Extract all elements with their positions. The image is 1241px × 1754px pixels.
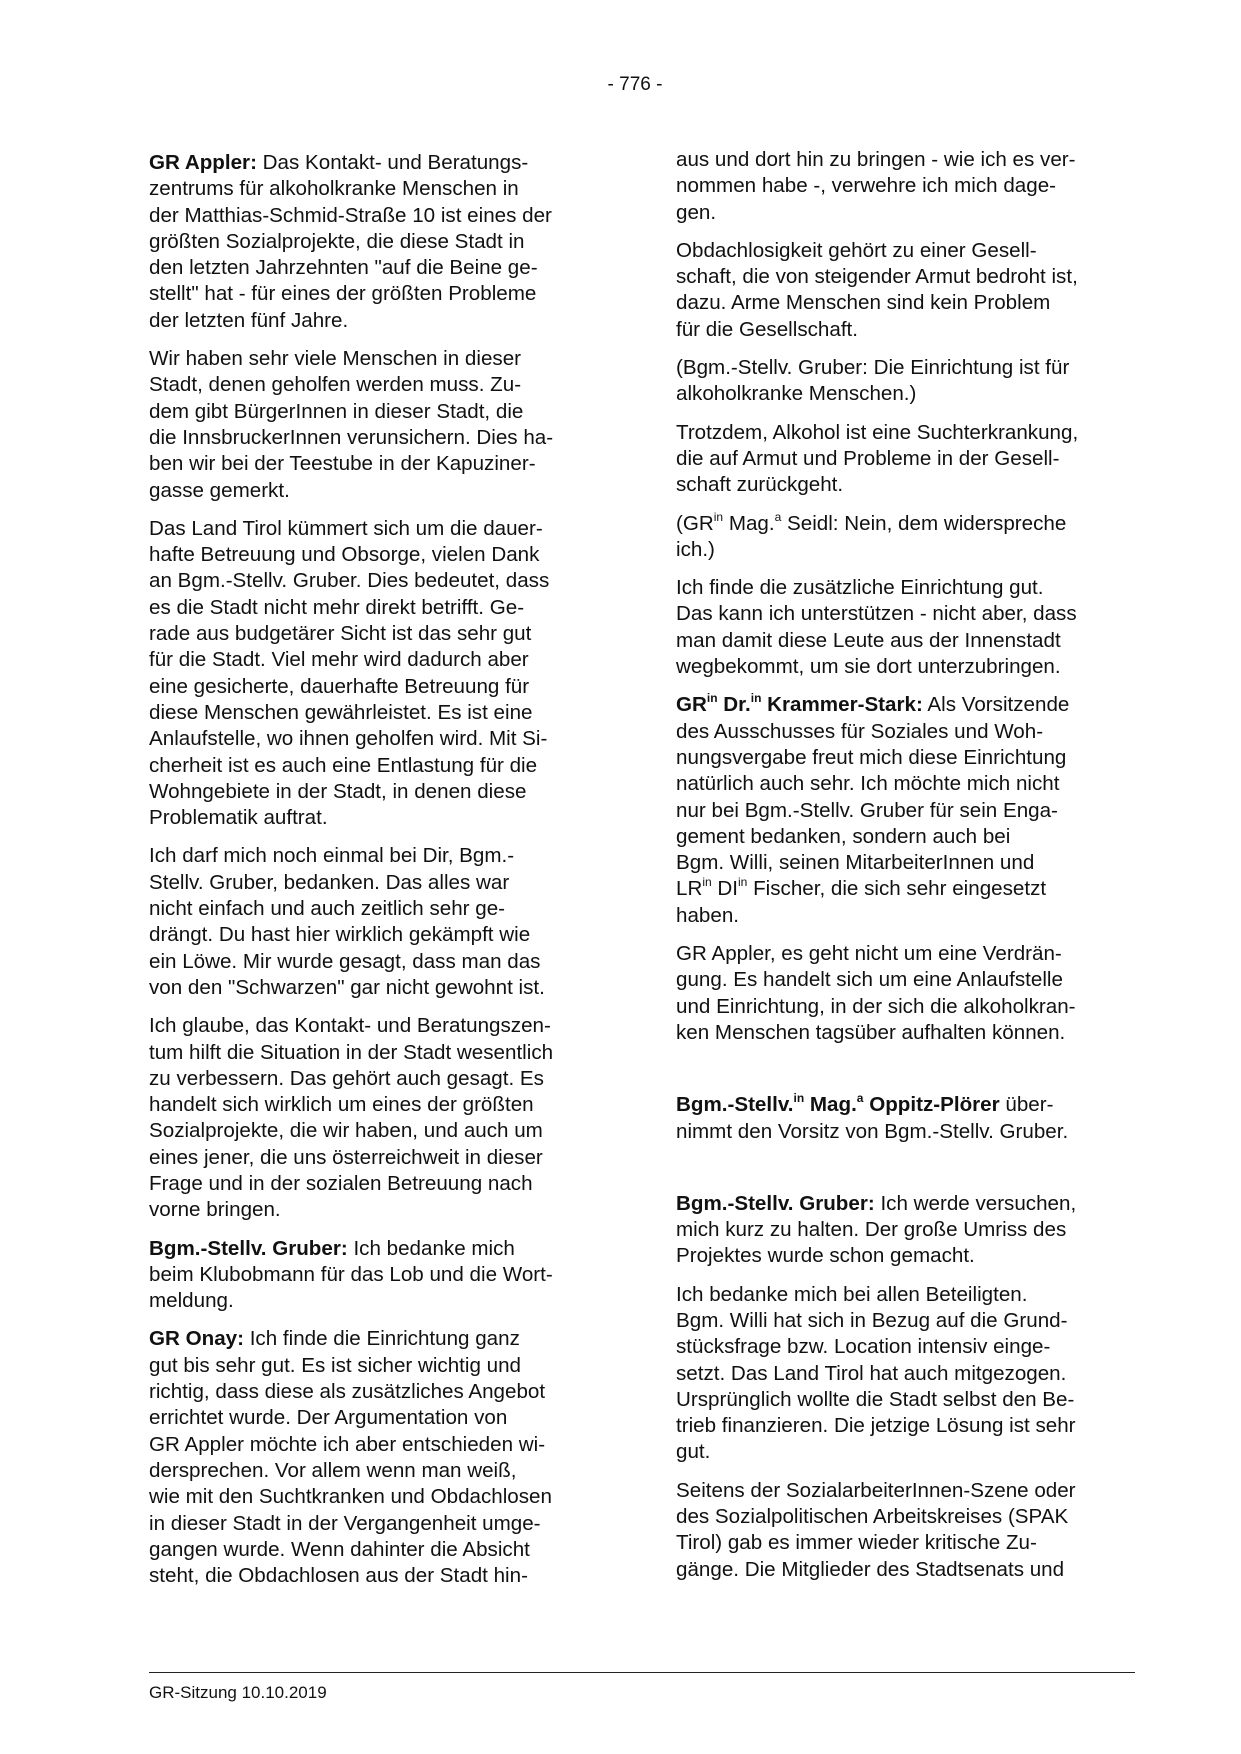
chair-change-note: Bgm.-Stellv.$^{in}$ Mag.$^a$ Oppitz-Plörer über- nimmt den Vorsitz von Bgm.-Stellv. Gruber.	[676, 1091, 1069, 1143]
paragraph-onay: GR Onay: Ich finde die Einrichtung ganz gut bis sehr gut. Es ist sicher wichtig und richtig, dass diese als zusätzliches Angebot errichtet wurde. Der Argumentation von GR Appler möchte ich aber entschieden wi- dersprechen. Vor allem wenn man weiß, wie mit den Suchtkranken und Obdachlosen in dieser Stadt in der Vergangenheit umge- gangen wurde. Wenn dahinter die Absicht steht, die Obdachlosen aus der Stadt hin-	[149, 1327, 552, 1588]
speaker-name: Bgm.-Stellv.$^{in}$ Mag.$^a$ Oppitz-Plörer	[676, 1091, 1000, 1117]
footer-session-label: GR-Sitzung 10.10.2019	[149, 1683, 327, 1702]
paragraph: Ich glaube, das Kontakt- und Beratungszen- tum hilft die Situation in der Stadt wesentlich zu verbessern. Das gehört auch gesagt. Es handelt sich wirklich um eines der größten Sozialprojekte, die wir haben, und auch um eines jener, die uns österreichweit in dieser Frage und in der sozialen Betreuung nach vorne bringen.	[149, 1014, 554, 1222]
paragraph: Seitens der SozialarbeiterInnen-Szene oder des Sozialpolitischen Arbeitskreises (SPAK Tirol) gab es immer wieder kritische Zu- gänge. Die Mitglieder des Stadtsenats und	[676, 1478, 1076, 1581]
speaker-name: Bgm.-Stellv. Gruber:	[676, 1191, 875, 1215]
left-column	[149, 150, 611, 1601]
interjection: (Bgm.-Stellv. Gruber: Die Einrichtung ist für alkoholkranke Menschen.)	[676, 356, 1070, 406]
page-number: - 776 -	[607, 74, 663, 95]
paragraph: Ich darf mich noch einmal bei Dir, Bgm.- Stellv. Gruber, bedanken. Das alles war nicht einfach und auch zeitlich sehr ge- drängt. Du hast hier wirklich gekämpft wie ein Löwe. Mir wurde gesagt, dass man das von den "Schwarzen" gar nicht gewohnt ist.	[149, 844, 545, 999]
paragraph: Obdachlosigkeit gehört zu einer Gesell- schaft, die von steigender Armut bedroht ist, dazu. Arme Menschen sind kein Problem für die Gesellschaft.	[676, 238, 1078, 341]
spacer	[676, 1058, 1136, 1092]
footer-divider	[149, 1672, 1135, 1673]
paragraph-krammer-stark: $GR^{in}$ Dr.$^{in}$ Krammer-Stark: Als Vorsitzende des Ausschusses für Soziales und Woh- nungsvergabe freut mich diese Einrichtung natürlich auch sehr. Ich möchte mich nicht nur bei Bgm.-Stellv. Gruber für sein Enga- gement bedanken, sondern auch bei Bgm. Willi, seinen MitarbeiterInnen und $LR^{in}$ $DI^{in}$ Fischer, die sich sehr eingesetzt haben.	[676, 691, 1070, 927]
paragraph: Wir haben sehr viele Menschen in dieser Stadt, denen geholfen werden muss. Zu- dem gibt BürgerInnen in dieser Stadt, die die InnsbruckerInnen verunsichern. Dies ha- ben wir bei der Teestube in der Kapuziner- gasse gemerkt.	[149, 347, 554, 502]
speaker-name: GR Onay:	[149, 1327, 244, 1351]
paragraph-gruber: Bgm.-Stellv. Gruber: Ich bedanke mich beim Klubobmann für das Lob und die Wort- meldung.	[149, 1236, 553, 1313]
spacer	[676, 1157, 1136, 1191]
paragraph: Trotzdem, Alkohol ist eine Suchterkrankung, die auf Armut und Probleme in der Gesell- schaft zurückgeht.	[676, 420, 1079, 497]
speaker-name: GR Appler:	[149, 151, 257, 174]
speaker-name: $GR^{in}$ Dr.$^{in}$ Krammer-Stark:	[676, 691, 923, 717]
paragraph: GR Appler, es geht nicht um eine Verdrän- gung. Es handelt sich um eine Anlaufstelle und Einrichtung, in der sich die alkoholkran- ken Menschen tagsüber aufhalten können.	[676, 942, 1076, 1044]
right-column	[676, 147, 1136, 1595]
speaker-name: Bgm.-Stellv. Gruber:	[149, 1236, 348, 1260]
paragraph: aus und dort hin zu bringen - wie ich es ver- nommen habe -, verwehre ich mich dage- gen.	[676, 148, 1076, 224]
paragraph: Ich finde die zusätzliche Einrichtung gut. Das kann ich unterstützen - nicht aber, dass man damit diese Leute aus der Innenstadt wegbekommt, um sie dort unterzubringen.	[676, 576, 1077, 679]
interjection: ($GR^{in}$ Mag.$^a$ Seidl: Nein, dem widerspreche ich.)	[676, 509, 1067, 561]
paragraph-gruber: Bgm.-Stellv. Gruber: Ich werde versuchen, mich kurz zu halten. Der große Umriss des Projektes wurde schon gemacht.	[676, 1191, 1077, 1268]
paragraph: Ich bedanke mich bei allen Beteiligten. Bgm. Willi hat sich in Bezug auf die Grund- stücksfrage bzw. Location intensiv einge- setzt. Das Land Tirol hat auch mitgezogen. Ursprünglich wollte die Stadt selbst den Be- trieb finanzieren. Die jetzige Lösung ist sehr gut.	[676, 1282, 1076, 1464]
paragraph: Das Land Tirol kümmert sich um die dauer- hafte Betreuung und Obsorge, vielen Dank an Bgm.-Stellv. Gruber. Dies bedeutet, dass es die Stadt nicht mehr direkt betrifft. Ge- rade aus budgetärer Sicht ist das sehr gut für die Stadt. Viel mehr wird dadurch aber eine gesicherte, dauerhafte Betreuung für diese Menschen gewährleistet. Es ist eine Anlaufstelle, wo ihnen geholfen wird. Mit Si- cherheit ist es auch eine Entlastung für die Wohngebiete in der Stadt, in denen diese Problematik auftrat.	[149, 516, 550, 830]
paragraph-appler: GR Appler: Das Kontakt- und Beratungs- zentrums für alkoholkranke Menschen in der Matthias-Schmid-Straße 10 ist eines der größten Sozialprojekte, die diese Stadt in den letzten Jahrzehnten "auf die Beine ge- stellt" hat - für eines der größten Probleme der letzten fünf Jahre.	[149, 151, 552, 332]
